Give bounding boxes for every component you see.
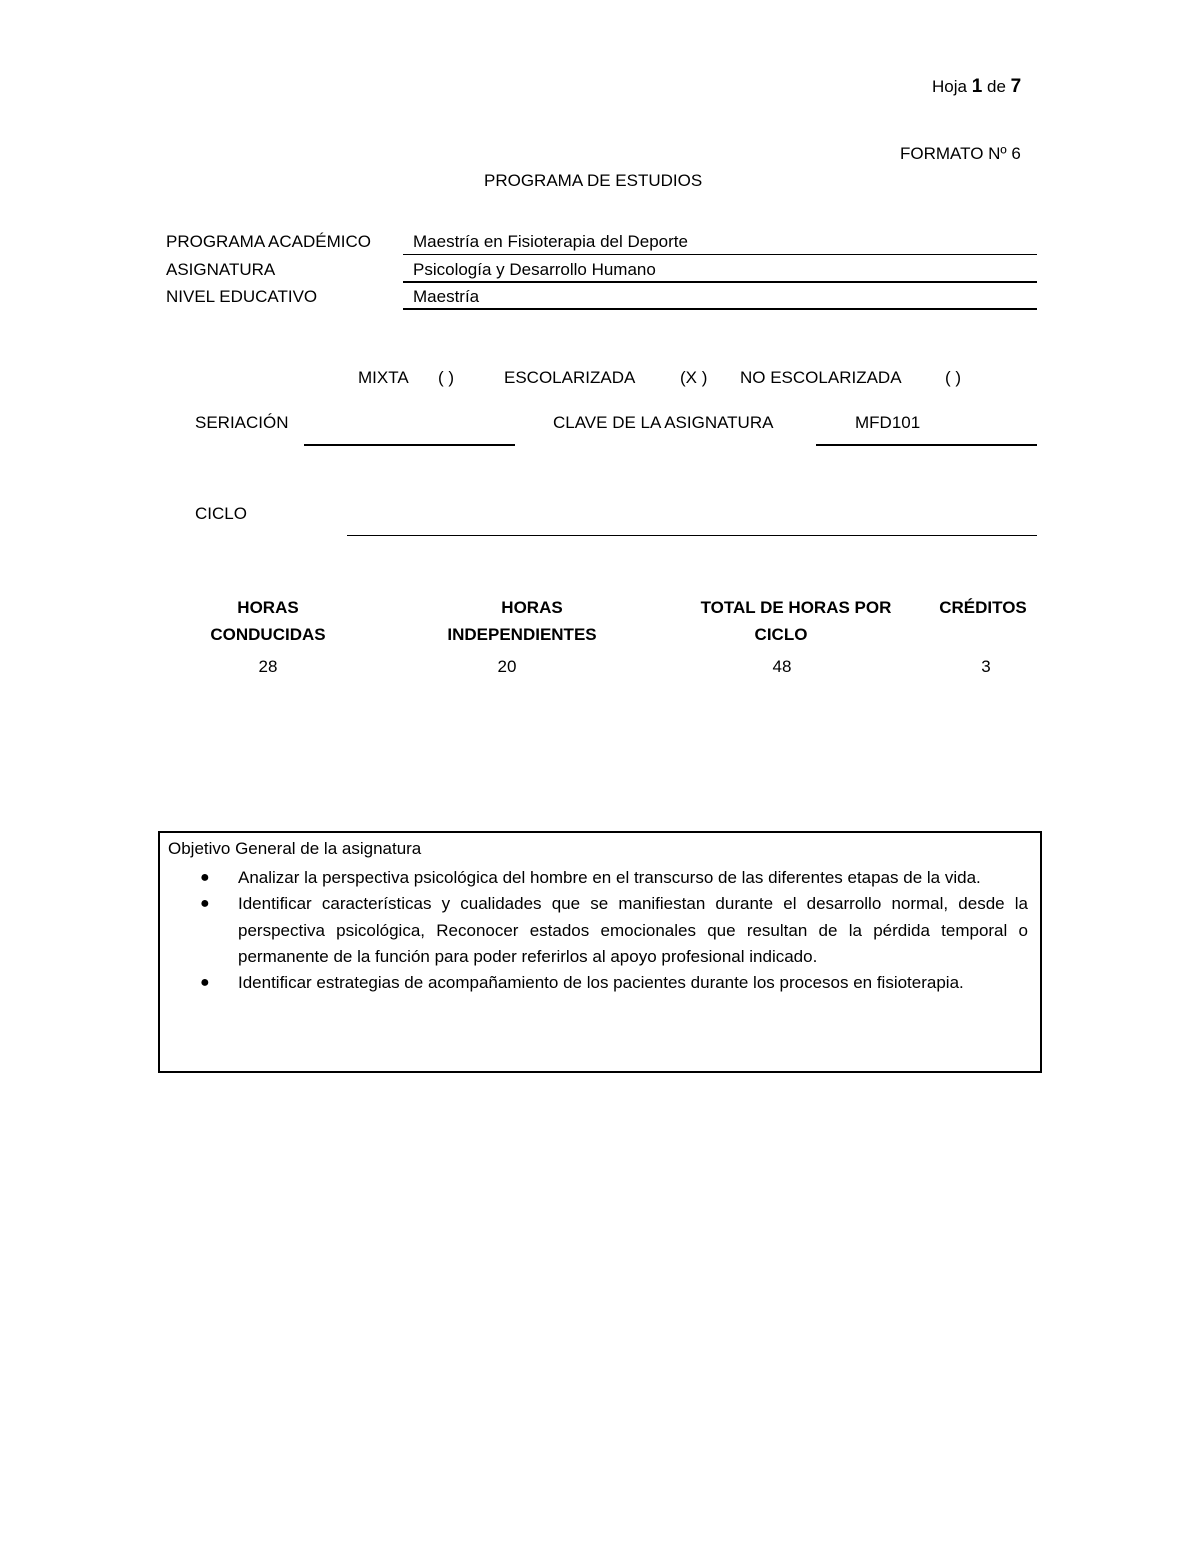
field-label-asignatura: ASIGNATURA [166,260,276,279]
sheet-prefix: Hoja [932,77,967,96]
field-underline-asignatura [403,281,1037,283]
horas-independientes-line2: INDEPENDIENTES [447,625,597,644]
horas-independientes-header [417,594,627,648]
clave-underline [816,444,1037,446]
page-title: PROGRAMA DE ESTUDIOS [484,171,703,190]
bullet-icon: ● [200,895,210,913]
horas-conducidas-header [188,594,348,648]
seriacion-label: SERIACIÓN [195,413,289,432]
horas-conducidas-line1: HORAS [237,598,299,617]
horas-conducidas-line2: CONDUCIDAS [210,625,326,644]
field-value-asignatura: Psicología y Desarrollo Humano [413,260,656,279]
objetivo-item [160,891,1040,970]
horas-independientes-value: 20 [497,657,517,676]
bullet-icon: ● [200,974,210,992]
modalidad-mixta-label: MIXTA [358,368,409,387]
total-horas-line1: TOTAL DE HORAS POR [700,598,892,617]
field-label-programa: PROGRAMA ACADÉMICO [166,232,371,251]
modalidad-escolarizada-mark: (X ) [680,368,708,387]
clave-label: CLAVE DE LA ASIGNATURA [553,413,774,432]
clave-value: MFD101 [855,413,921,432]
field-value-programa: Maestría en Fisioterapia del Deporte [413,232,688,251]
creditos-value: 3 [981,657,991,676]
objetivo-list [160,865,1040,996]
total-horas-value: 48 [772,657,792,676]
formato-number: FORMATO Nº 6 [900,144,1021,163]
modalidad-no-escolarizada-label: NO ESCOLARIZADA [740,368,902,387]
sheet-current: 1 [971,76,983,97]
objetivo-item-text: Identificar estrategias de acompañamiento de los pacientes durante los procesos en fisioterapia. [238,973,964,993]
field-label-nivel: NIVEL EDUCATIVO [166,287,318,306]
objetivo-item-text: Identificar características y cualidades que se manifiestan durante el desarrollo normal, desde la perspectiva psicológica, Reconocer estados emocionales que resultan de la pérdida temporal o permanente de la función para poder referirlos al apoyo profesional indicado. [238,894,1028,966]
field-underline-programa [403,254,1037,255]
modalidad-mixta-mark: ( ) [438,368,455,387]
total-horas-header [684,594,908,648]
objetivo-item [160,865,1040,891]
modalidad-escolarizada-label: ESCOLARIZADA [504,368,636,387]
objetivo-title: Objetivo General de la asignatura [168,839,422,858]
objetivo-box [158,831,1042,1073]
sheet-total: 7 [1010,76,1022,97]
total-horas-line2: CICLO [754,625,808,644]
field-value-nivel: Maestría [413,287,480,306]
objetivo-item [160,970,1040,996]
sheet-of: de [987,77,1006,96]
objetivo-item-text: Analizar la perspectiva psicológica del hombre en el transcurso de las diferentes etapas de la vida. [238,868,981,887]
horas-independientes-line1: HORAS [501,598,563,617]
sheet-indicator [932,76,1021,98]
ciclo-label: CICLO [195,504,247,523]
horas-conducidas-value: 28 [258,657,278,676]
ciclo-underline [347,535,1037,536]
modalidad-no-escolarizada-mark: ( ) [945,368,962,387]
seriacion-underline [304,444,515,446]
bullet-icon: ● [200,869,210,886]
creditos-header: CRÉDITOS [939,598,1027,617]
field-underline-nivel [403,308,1037,310]
